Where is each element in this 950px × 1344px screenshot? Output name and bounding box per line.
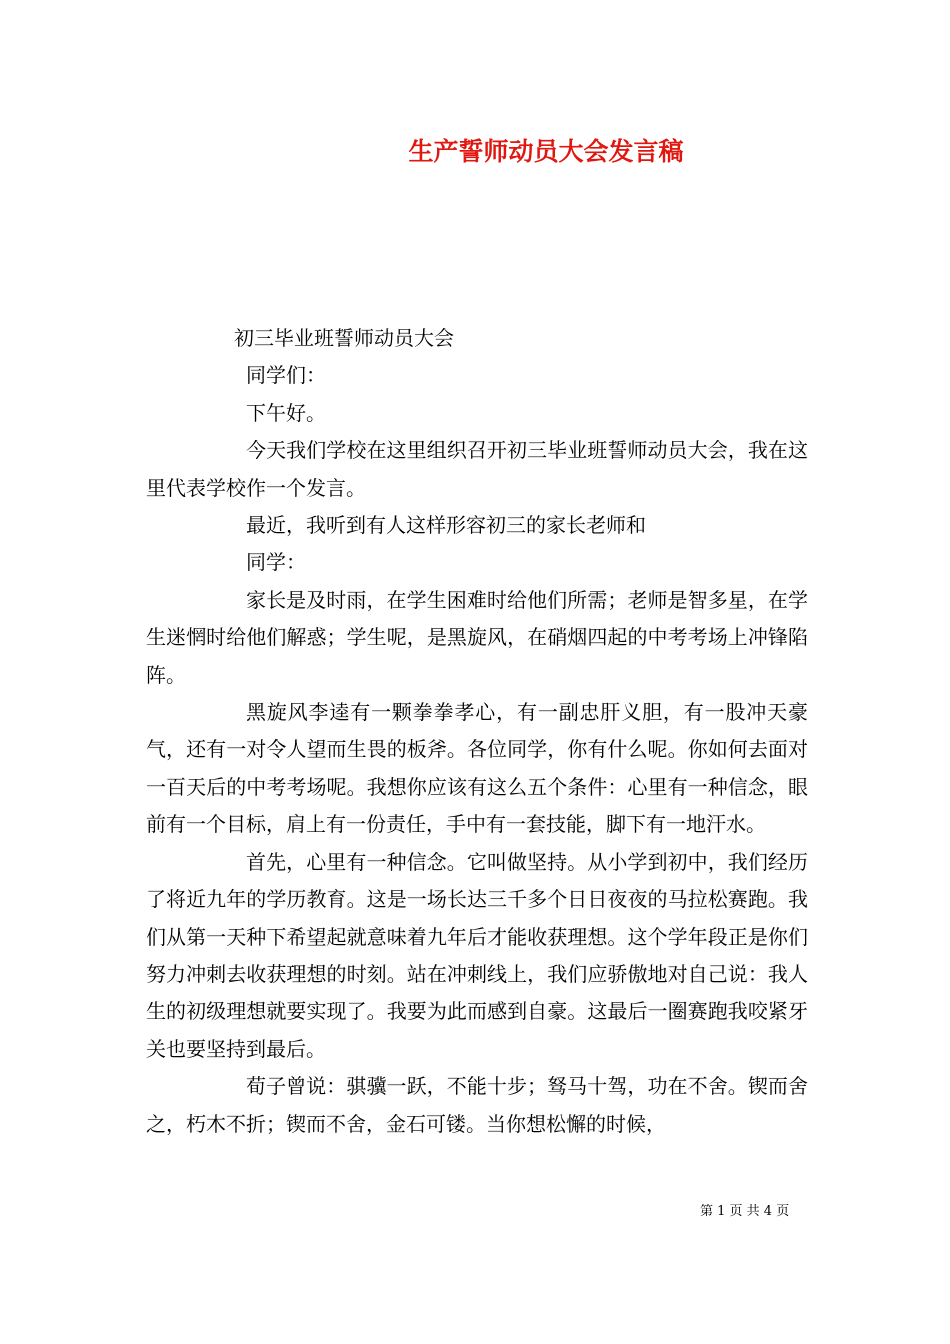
paragraph-classmates: 同学： (246, 550, 306, 575)
paragraph-parents-teachers: 家长是及时雨，在学生困难时给他们所需；老师是智多星，在学生迷惘时给他们解惑；学生呢，是黑旋风，在硝烟四起的中考考场上冲锋陷阵。 (146, 587, 808, 687)
paragraph-intro: 今天我们学校在这里组织召开初三毕业班誓师动员大会，我在这里代表学校作一个发言。 (146, 438, 808, 500)
paragraph-recently: 最近，我听到有人这样形容初三的家长老师和 (246, 513, 646, 538)
speech-heading: 初三毕业班誓师动员大会 (234, 326, 454, 350)
page-number: 第 1 页 共 4 页 (700, 1204, 790, 1219)
paragraph-belief: 首先，心里有一种信念。它叫做坚持。从小学到初中，我们经历了将近九年的学历教育。这是一场长达三千多个日日夜夜的马拉松赛跑。我们从第一天种下希望起就意味着九年后才能收获理想。这个学年段正是你们努力冲刺去收获理想的时刻。站在冲刺线上，我们应骄傲地对自己说：我人生的初级理想就要实现了。我要为此而感到自豪。这最后一圈赛跑我咬紧牙关也要坚持到最后。 (146, 849, 808, 1061)
document-title: 生产誓师动员大会发言稿 (408, 137, 684, 166)
paragraph-li-kui: 黑旋风李逵有一颗拳拳孝心，有一副忠肝义胆，有一股冲天豪气，还有一对令人望而生畏的板斧。各位同学，你有什么呢。你如何去面对一百天后的中考考场呢。我想你应该有这么五个条件：心里有一种信念，眼前有一个目标，肩上有一份责任，手中有一套技能，脚下有一地汗水。 (146, 700, 808, 837)
greeting: 下午好。 (246, 400, 326, 425)
document-body (146, 320, 808, 1143)
salutation: 同学们： (246, 363, 326, 388)
paragraph-xunzi: 荀子曾说：骐骥一跃，不能十步；驽马十驾，功在不舍。锲而舍之，朽木不折；锲而不舍，金石可镂。当你想松懈的时候， (146, 1074, 808, 1136)
